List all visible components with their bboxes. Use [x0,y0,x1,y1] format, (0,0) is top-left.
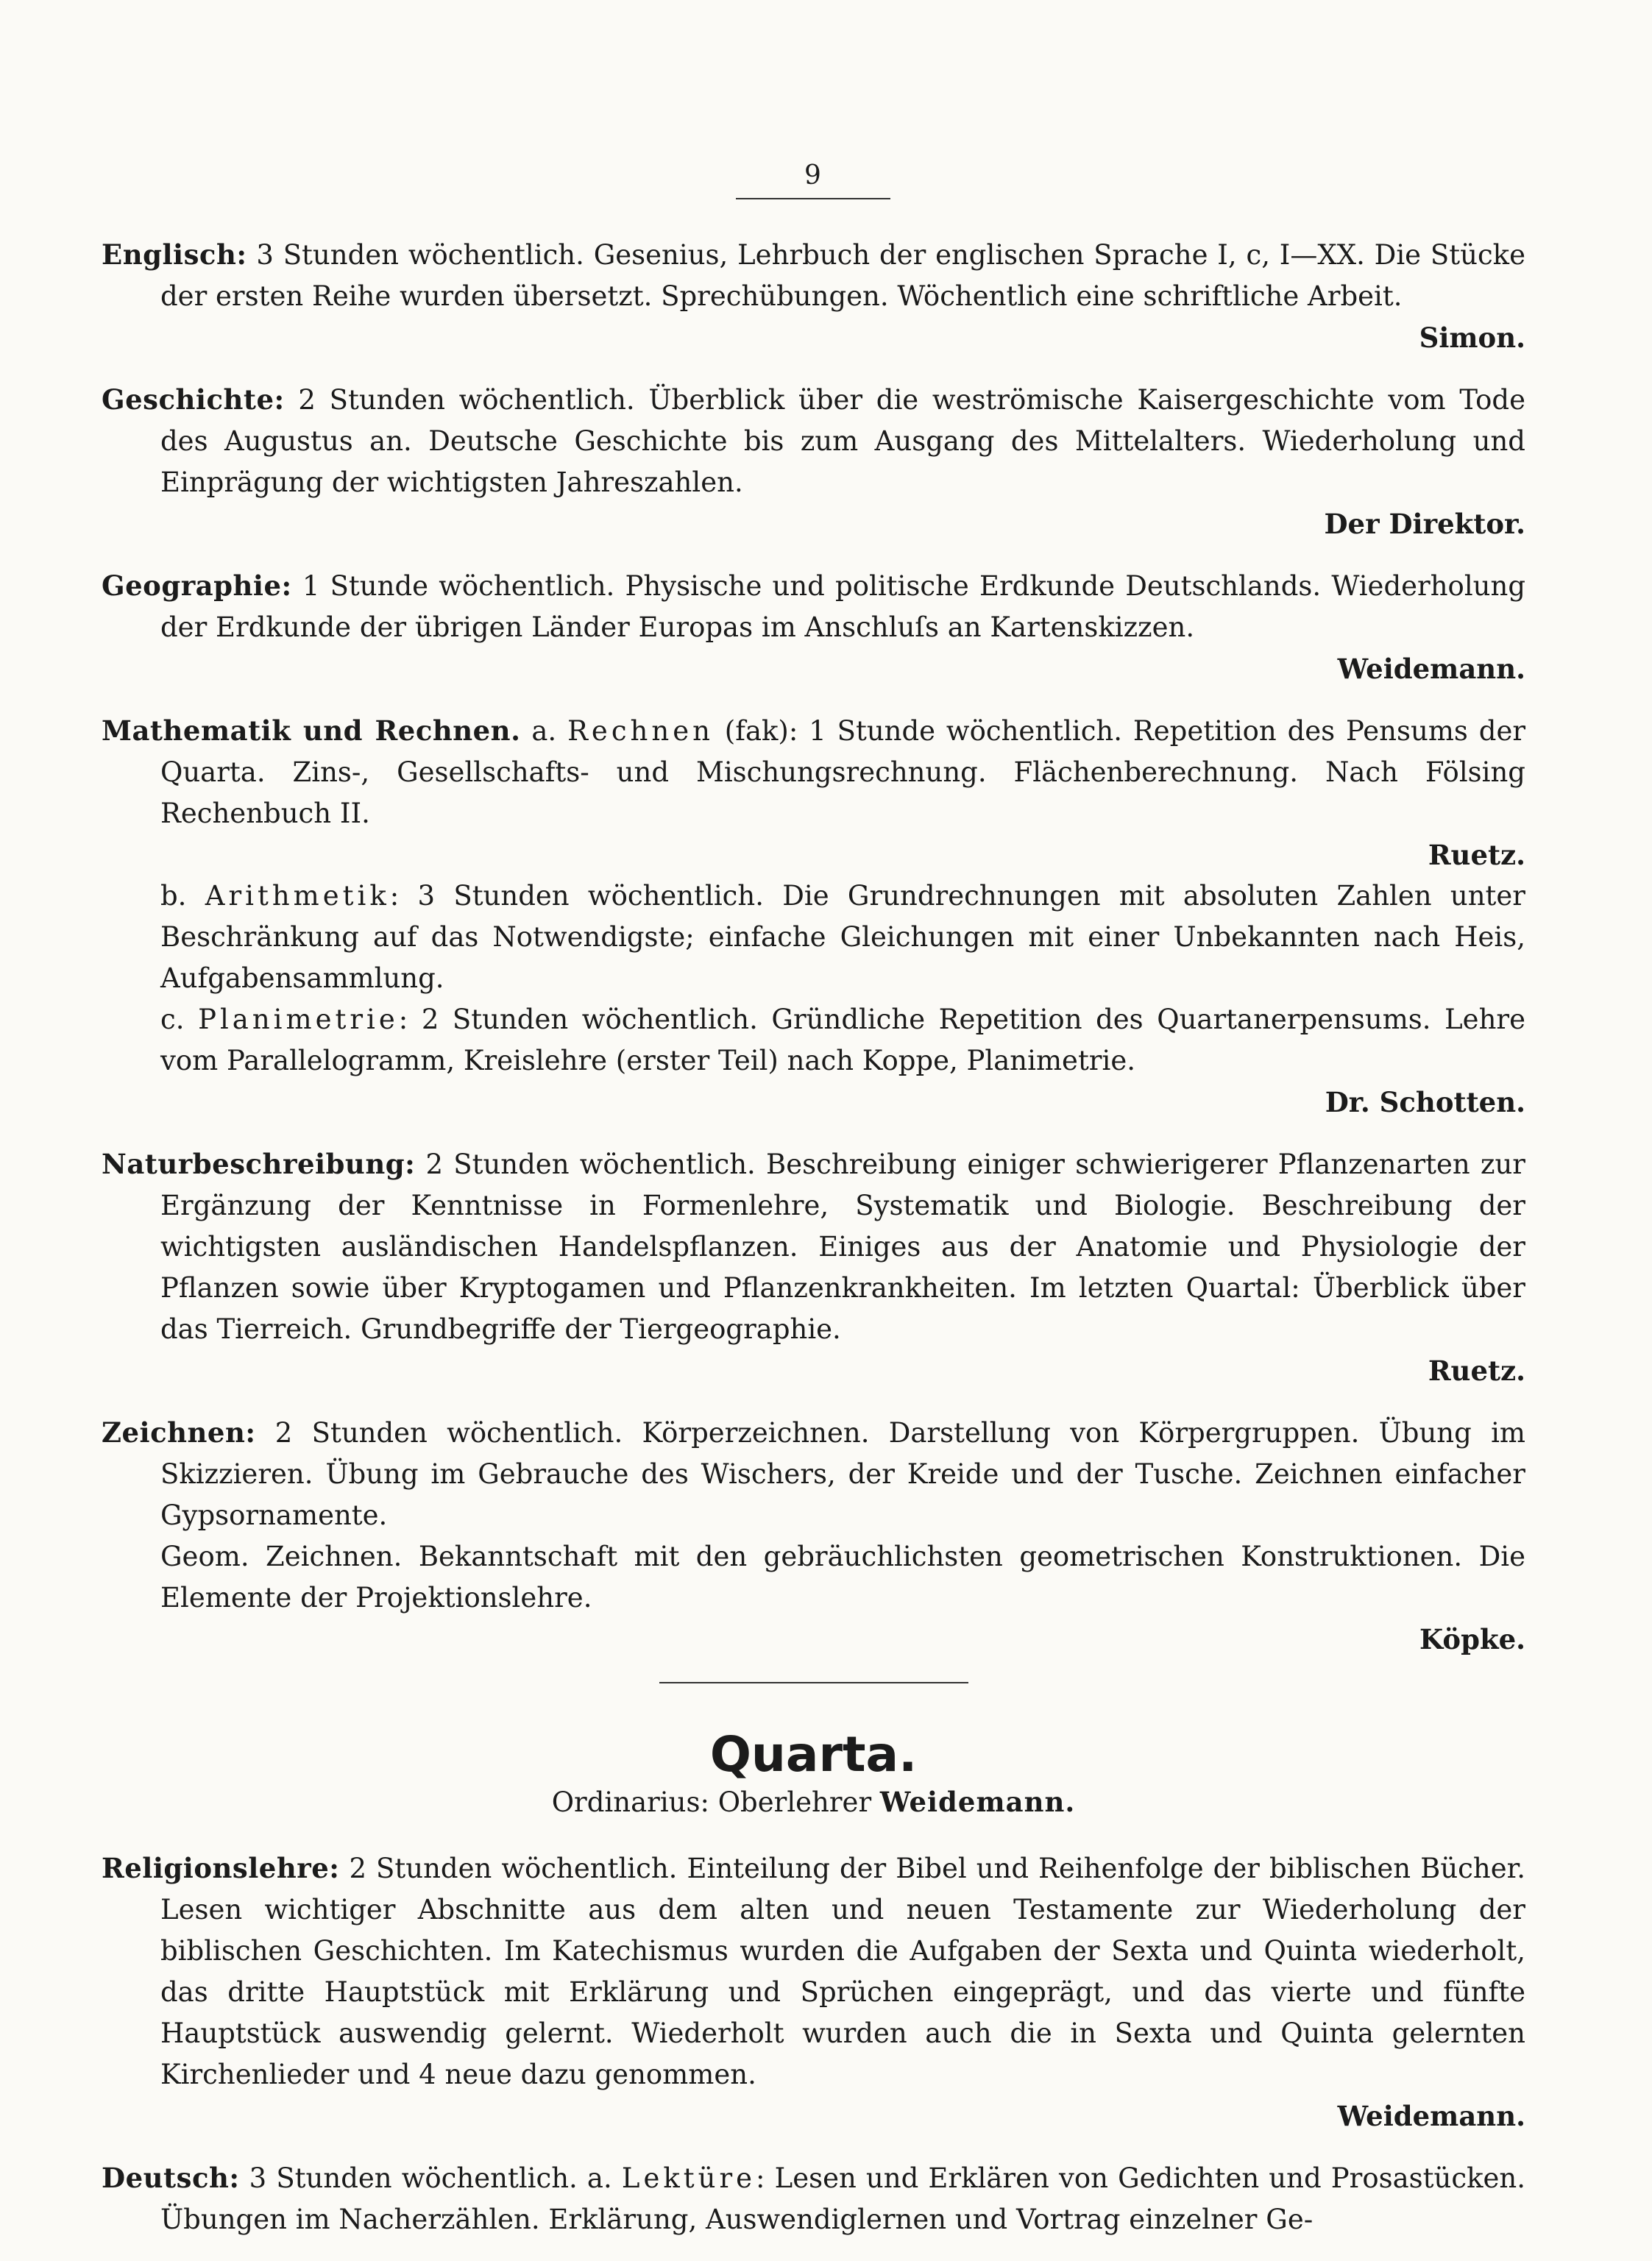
entry-signature: Der Direktor. [1324,508,1525,540]
math-a-text: (fak): 1 Stunde wöchentlich. Repetition des Pensums der Quarta. Zins-, Gesellschafts- und Mischungsrechnung. Flächenberechnung. Nach Fölsing Rechenbuch II. [160,715,1526,829]
entry-englisch [102,234,1525,358]
ordinarius-label: Ordinarius: Oberlehrer [551,1786,872,1818]
entry-geschichte [102,379,1525,544]
section-divider [659,1682,968,1683]
math-b-text: : 3 Stunden wöchentlich. Die Grundrechnungen mit absoluten Zahlen unter Beschränkung auf das Notwendigste; einfache Gleichungen mit einer Unbekannten nach Heis, Aufgabensammlung. [160,880,1525,994]
entry-head: Mathematik und Rechnen. [102,714,521,747]
math-c-prefix: c. [160,1004,199,1035]
entry-naturbeschreibung [102,1143,1525,1391]
ordinarius-name: Weidemann. [879,1786,1076,1818]
math-c [160,999,1525,1123]
entry-head: Englisch: [102,238,247,271]
entry-text: 2 Stunden wöchentlich. Überblick über die weströmische Kaisergeschichte vom Tode des Augustus an. Deutsche Geschichte bis zum Ausgang des Mittelalters. Wiederholung und Einprägung der wichtigsten Jahreszahlen. [160,384,1525,498]
entry-signature: Weidemann. [1337,2100,1525,2132]
math-a-signature: Ruetz. [1428,839,1525,871]
zeichnen-geom: Geom. Zeichnen. Bekanntschaft mit den gebräuchlichsten geometrischen Konstruktionen. Die Elemente der Projektionslehre. [160,1541,1525,1614]
math-a-title: Rechnen [567,715,714,747]
deutsch-pre: 3 Stunden wöchentlich. a. [239,2162,622,2194]
entry-deutsch [102,2157,1525,2240]
math-b-prefix: b. [160,880,205,912]
entry-signature: Weidemann. [1337,653,1525,685]
page-number: 9 [804,160,822,191]
content [102,234,1525,2261]
entry-text: 1 Stunde wöchentlich. Physische und politische Erdkunde Deutschlands. Wiederholung der Erdkunde der übrigen Länder Europas im Anschluſs an Kartenskizzen. [160,570,1525,643]
entry-head: Deutsch: [102,2162,240,2194]
math-a-prefix: a. [520,715,568,747]
entry-text: 2 Stunden wöchentlich. Einteilung der Bibel und Reihenfolge der biblischen Bücher. Lesen wichtiger Abschnitte aus dem alten und neuen Testamente zur Wiederholung der biblischen Geschichten. Im Katechismus wurden die Aufgaben der Sexta und Quinta wiederholt, das dritte Hauptstück mit Erklärung und Sprüchen eingeprägt, und das vierte und fünfte Hauptstück auswendig gelernt. Wiederholt wurden auch die in Sexta und Quinta gelernten Kirchenlieder und 4 neue dazu genommen. [160,1853,1525,2090]
section-title: Quarta. [709,1726,918,1783]
entry-head: Geographie: [102,569,292,602]
entry-text: 2 Stunden wöchentlich. Beschreibung einiger schwierigerer Pflanzenarten zur Ergänzung der Kenntnisse in Formenlehre, Systematik und Biologie. Beschreibung der wichtigsten ausländischen Handelspflanzen. Einiges aus der Anatomie und Physiologie der Pflanzen sowie über Kryptogamen und Pflanzenkrankheiten. Im letzten Quartal: Überblick über das Tierreich. Grundbegriffe der Tiergeographie. [160,1149,1525,1345]
math-b [160,876,1525,999]
entry-head: Naturbeschreibung: [102,1148,416,1180]
entry-signature: Simon. [1419,322,1525,354]
entry-mathematik [102,710,1525,1123]
math-b-title: Arithmetik [205,880,390,912]
entry-head: Religionslehre: [102,1852,340,1884]
entry-zeichnen [102,1412,1525,1660]
entry-geographie [102,565,1525,689]
entry-head: Geschichte: [102,383,285,416]
entry-head: Zeichnen: [102,1416,256,1449]
deutsch-text: : Lesen und Erklären von Gedichten und Prosastücken. Übungen im Nacherzählen. Erklärung, Auswendiglernen und Vortrag einzelner Ge- [160,2162,1525,2235]
math-c-title: Planimetrie [198,1004,399,1035]
page-number-block [736,160,890,199]
entry-signature: Köpke. [1419,1623,1525,1655]
math-c-text: : 2 Stunden wöchentlich. Gründliche Repetition des Quartanerpensums. Lehre vom Parallelogramm, Kreislehre (erster Teil) nach Koppe, Planimetrie. [160,1004,1525,1076]
entry-text: 2 Stunden wöchentlich. Körperzeichnen. Darstellung von Körpergruppen. Übung im Skizzieren. Übung im Gebrauche des Wischers, der Kreide und der Tusche. Zeichnen einfacher Gypsornamente. [160,1417,1525,1531]
math-c-signature: Dr. Schotten. [1325,1086,1525,1118]
entry-signature: Ruetz. [1428,1355,1525,1387]
deutsch-lektuere: Lektüre [621,2162,756,2194]
page-number-rule [736,198,890,199]
entry-religionslehre [102,1848,1525,2137]
ordinarius-line [102,1786,1525,1818]
entry-text: 3 Stunden wöchentlich. Gesenius, Lehrbuch der englischen Sprache I, c, I—XX. Die Stücke der ersten Reihe wurden übersetzt. Sprechübungen. Wöchentlich eine schriftliche Arbeit. [160,239,1525,312]
